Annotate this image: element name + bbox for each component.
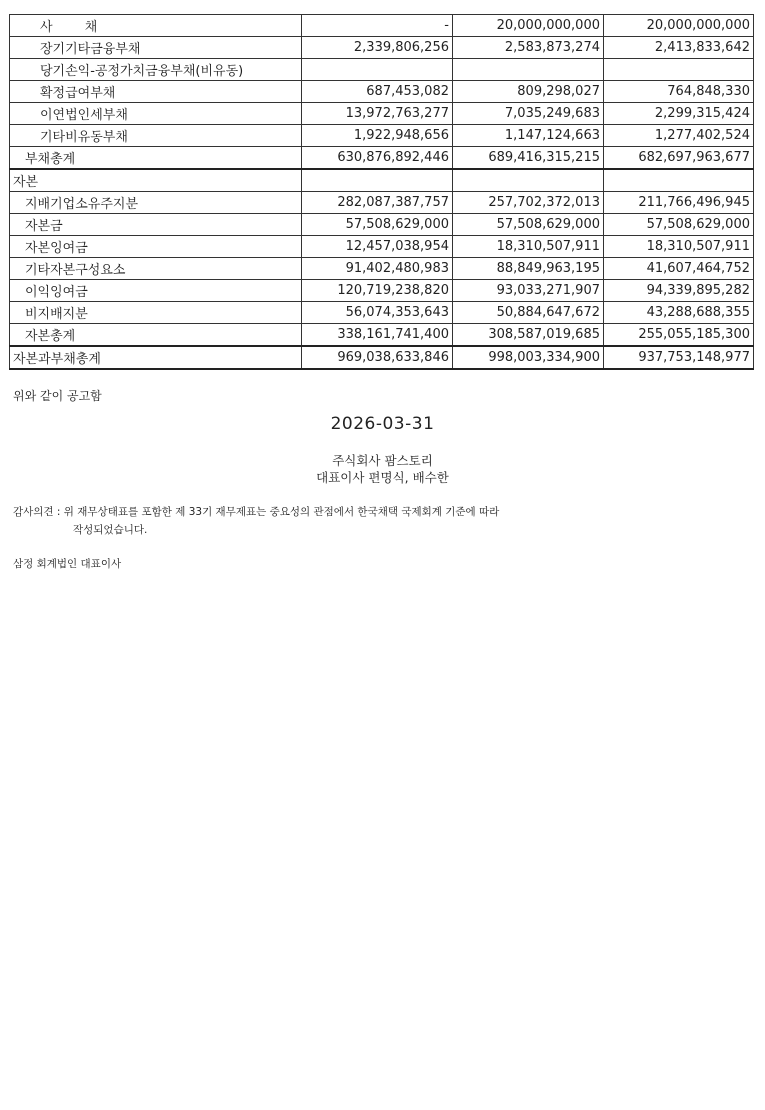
amount-cell: 764,848,330 [604, 81, 754, 103]
amount-cell: 2,339,806,256 [302, 37, 453, 59]
amount-cell: 88,849,963,195 [453, 258, 604, 280]
table-row [10, 192, 754, 214]
row-label: 당기손익-공정가치금융부채(비유동) [10, 59, 302, 81]
amount-cell: 18,310,507,911 [453, 236, 604, 258]
company-name: 주식회사 팜스토리 [332, 453, 433, 468]
amount-cell: 1,922,948,656 [302, 125, 453, 147]
amount-cell [453, 169, 604, 192]
row-label: 비지배지분 [10, 302, 302, 324]
amount-cell: 809,298,027 [453, 81, 604, 103]
amount-cell [302, 169, 453, 192]
amount-cell: 91,402,480,983 [302, 258, 453, 280]
amount-cell: 7,035,249,683 [453, 103, 604, 125]
amount-cell [453, 59, 604, 81]
amount-cell: 689,416,315,215 [453, 147, 604, 170]
table-row [10, 81, 754, 103]
amount-cell: 998,003,334,900 [453, 346, 604, 369]
row-label: 자본과부채총계 [10, 346, 302, 369]
amount-cell: - [302, 15, 453, 37]
row-label: 기타비유동부채 [10, 125, 302, 147]
audit-opinion [13, 503, 499, 539]
amount-cell: 94,339,895,282 [604, 280, 754, 302]
amount-cell [302, 59, 453, 81]
table-row [10, 37, 754, 59]
amount-cell: 18,310,507,911 [604, 236, 754, 258]
amount-cell: 687,453,082 [302, 81, 453, 103]
row-label: 자본잉여금 [10, 236, 302, 258]
row-label: 확정급여부채 [10, 81, 302, 103]
amount-cell: 13,972,763,277 [302, 103, 453, 125]
row-label: 부채총계 [10, 147, 302, 170]
row-label: 이익잉여금 [10, 280, 302, 302]
row-label: 기타자본구성요소 [10, 258, 302, 280]
table-row [10, 125, 754, 147]
table-row [10, 103, 754, 125]
amount-cell: 2,413,833,642 [604, 37, 754, 59]
amount-cell: 57,508,629,000 [302, 214, 453, 236]
amount-cell: 57,508,629,000 [453, 214, 604, 236]
amount-cell [604, 59, 754, 81]
row-label: 자본 [10, 169, 302, 192]
amount-cell: 20,000,000,000 [604, 15, 754, 37]
table-row [10, 214, 754, 236]
amount-cell: 282,087,387,757 [302, 192, 453, 214]
audit-opinion-line1: 감사의견 : 위 재무상태표를 포함한 제 33기 재무제표는 중요성의 관점에서 한국채택 국제회계 기준에 따라 [13, 506, 500, 518]
amount-cell: 969,038,633,846 [302, 346, 453, 369]
amount-cell: 630,876,892,446 [302, 147, 453, 170]
table-row [10, 346, 754, 369]
amount-cell: 308,587,019,685 [453, 324, 604, 347]
amount-cell: 1,277,402,524 [604, 125, 754, 147]
announcement-date: 2026-03-31 [330, 414, 435, 434]
row-label: 사 채 [10, 15, 302, 37]
ceo-names: 대표이사 편명식, 배수한 [316, 470, 449, 485]
table-row [10, 280, 754, 302]
table-row [10, 15, 754, 37]
amount-cell: 338,161,741,400 [302, 324, 453, 347]
row-label: 이연법인세부채 [10, 103, 302, 125]
amount-cell: 41,607,464,752 [604, 258, 754, 280]
table-row [10, 324, 754, 347]
audit-opinion-line2: 작성되었습니다. [73, 524, 148, 536]
table-row [10, 302, 754, 324]
amount-cell: 93,033,271,907 [453, 280, 604, 302]
table-row [10, 236, 754, 258]
amount-cell: 2,583,873,274 [453, 37, 604, 59]
auditor-name: 삼정 회계법인 대표이사 [13, 558, 122, 570]
amount-cell: 20,000,000,000 [453, 15, 604, 37]
amount-cell: 255,055,185,300 [604, 324, 754, 347]
row-label: 지배기업소유주지분 [10, 192, 302, 214]
table-row [10, 147, 754, 170]
amount-cell: 50,884,647,672 [453, 302, 604, 324]
amount-cell: 257,702,372,013 [453, 192, 604, 214]
amount-cell: 12,457,038,954 [302, 236, 453, 258]
amount-cell: 211,766,496,945 [604, 192, 754, 214]
amount-cell: 43,288,688,355 [604, 302, 754, 324]
amount-cell: 2,299,315,424 [604, 103, 754, 125]
amount-cell: 56,074,353,643 [302, 302, 453, 324]
row-label: 자본금 [10, 214, 302, 236]
table-row [10, 169, 754, 192]
balance-sheet-body [10, 15, 754, 370]
amount-cell: 937,753,148,977 [604, 346, 754, 369]
notice-text: 위와 같이 공고함 [13, 389, 102, 403]
balance-sheet-table [9, 14, 754, 370]
row-label: 자본총계 [10, 324, 302, 347]
amount-cell [604, 169, 754, 192]
table-row [10, 258, 754, 280]
row-label: 장기기타금융부채 [10, 37, 302, 59]
company-block [0, 452, 765, 486]
amount-cell: 120,719,238,820 [302, 280, 453, 302]
amount-cell: 1,147,124,663 [453, 125, 604, 147]
table-row [10, 59, 754, 81]
amount-cell: 682,697,963,677 [604, 147, 754, 170]
amount-cell: 57,508,629,000 [604, 214, 754, 236]
